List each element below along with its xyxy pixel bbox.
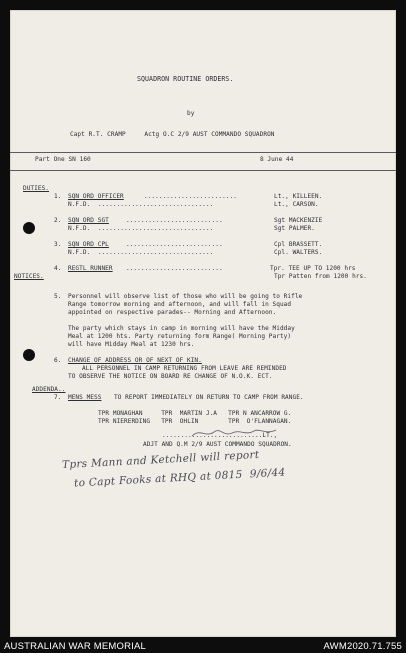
addenda-title: MENS MESS	[68, 394, 102, 401]
duty-assigned: Tpr. TEE UP TO 1200 hrs	[270, 265, 356, 272]
duty-leader-dots: ...............................	[98, 249, 214, 256]
notice-line: will have Midday Meal at 1230 hrs.	[68, 341, 195, 348]
handwritten-note-line: Tprs Mann and Ketchell will report	[61, 448, 260, 472]
duty-leader-dots: ..........................	[126, 241, 223, 248]
notice-line: Meal at 1200 hts. Party returning form Range( Morning Party)	[68, 333, 292, 340]
notice-line: The party which stays in camp in morning will have the Midday	[68, 325, 295, 332]
duty-leader-dots: ..........................	[126, 265, 223, 272]
duty-number: 4.	[54, 265, 62, 272]
addenda-text: TO REPORT IMMEDIATELY ON RETURN TO CAMP FROM RANGE.	[114, 394, 304, 401]
notice-line: TO OBSERVE THE NOTICE ON BOARD RE CHANGE OF N.O.K. ECT.	[68, 373, 273, 380]
signature-scribble	[190, 424, 290, 442]
footer-accession-number: AWM2020.71.755	[323, 641, 402, 652]
duty-leader-dots: .........................	[144, 193, 237, 200]
addenda-number: 7.	[54, 394, 62, 401]
duty-next-role: N.F.D.	[68, 201, 91, 208]
duty-leader-dots: ...............................	[98, 201, 214, 208]
notice-line: Personnel will observe list of those who will be going to Rifle	[68, 293, 303, 300]
punch-hole	[23, 349, 35, 361]
duty-next-role: N.F.D.	[68, 225, 91, 232]
duty-role: SQN ORD SGT	[68, 217, 109, 224]
notice-number: 6.	[54, 357, 62, 364]
duty-role: SQN ORD OFFICER	[68, 193, 124, 200]
part-line-right: 8 June 44	[260, 156, 294, 163]
duty-leader-dots: ...............................	[98, 225, 214, 232]
duty-role: REGTL RUNNER	[68, 265, 113, 272]
addenda-heading: ADDENDA..	[32, 386, 66, 393]
notice-line: Range tomorrow morning and afternoon, and will fall in Squad	[68, 301, 292, 308]
part-line-left: Part One SN 160	[35, 156, 91, 163]
notice-line: appointed on respective parades-- Morning and Afternoon.	[68, 309, 277, 316]
signature-dots: ...........................LT.,	[162, 432, 278, 439]
duty-next: Cpl. WALTERS.	[274, 249, 323, 256]
issuer-line: Capt R.T. CRAMP Actg O.C 2/9 AUST COMMANDO SQUADRON	[70, 131, 275, 138]
duty-assigned: Lt., KILLEEN.	[274, 193, 323, 200]
document-page	[10, 10, 396, 637]
duty-number: 1.	[54, 193, 62, 200]
duty-next: Lt., CARSON.	[274, 201, 319, 208]
document-title: SQUADRON ROUTINE ORDERS.	[137, 75, 234, 83]
duty-leader-dots: ..........................	[126, 217, 223, 224]
notice-line: ALL PERSONNEL IN CAMP RETURNING FROM LEAVE ARE REMINDED	[82, 365, 287, 372]
duty-number: 3.	[54, 241, 62, 248]
header-rule	[10, 152, 396, 153]
duty-next: Tpr Patten from 1200 hrs.	[274, 273, 367, 280]
duty-number: 2.	[54, 217, 62, 224]
duty-next-role: N.F.D.	[68, 249, 91, 256]
notice-number: 5.	[54, 293, 62, 300]
addenda-names-row: TPR MONAGHAN TPR MARTIN J.A TPR N ANCARROW G.	[98, 410, 292, 417]
duty-next: Sgt PALMER.	[274, 225, 315, 232]
notices-heading: NOTICES.	[14, 273, 44, 280]
addenda-names-row: TPR NIERERDING TPR OHLIN TPR O'FLANNAGAN.	[98, 418, 292, 425]
duty-role: SQN ORD CPL	[68, 241, 109, 248]
part-rule	[10, 170, 396, 171]
signature-line: ADJT AND Q.M 2/9 AUST COMMANDO SQUADRON.	[143, 441, 292, 448]
duty-assigned: Sgt MACKENZIE	[274, 217, 323, 224]
footer-archive-name: AUSTRALIAN WAR MEMORIAL	[4, 641, 147, 652]
notice-title: CHANGE OF ADDRESS OR OF NEXT OF KIN.	[68, 357, 202, 364]
duties-heading: DUTIES.	[23, 185, 50, 192]
duty-assigned: Cpl BRASSETT.	[274, 241, 323, 248]
by-line: by	[187, 110, 195, 117]
handwritten-note-line: to Capt Fooks at RHQ at 0815 9/6/44	[73, 466, 286, 490]
punch-hole	[23, 222, 35, 234]
